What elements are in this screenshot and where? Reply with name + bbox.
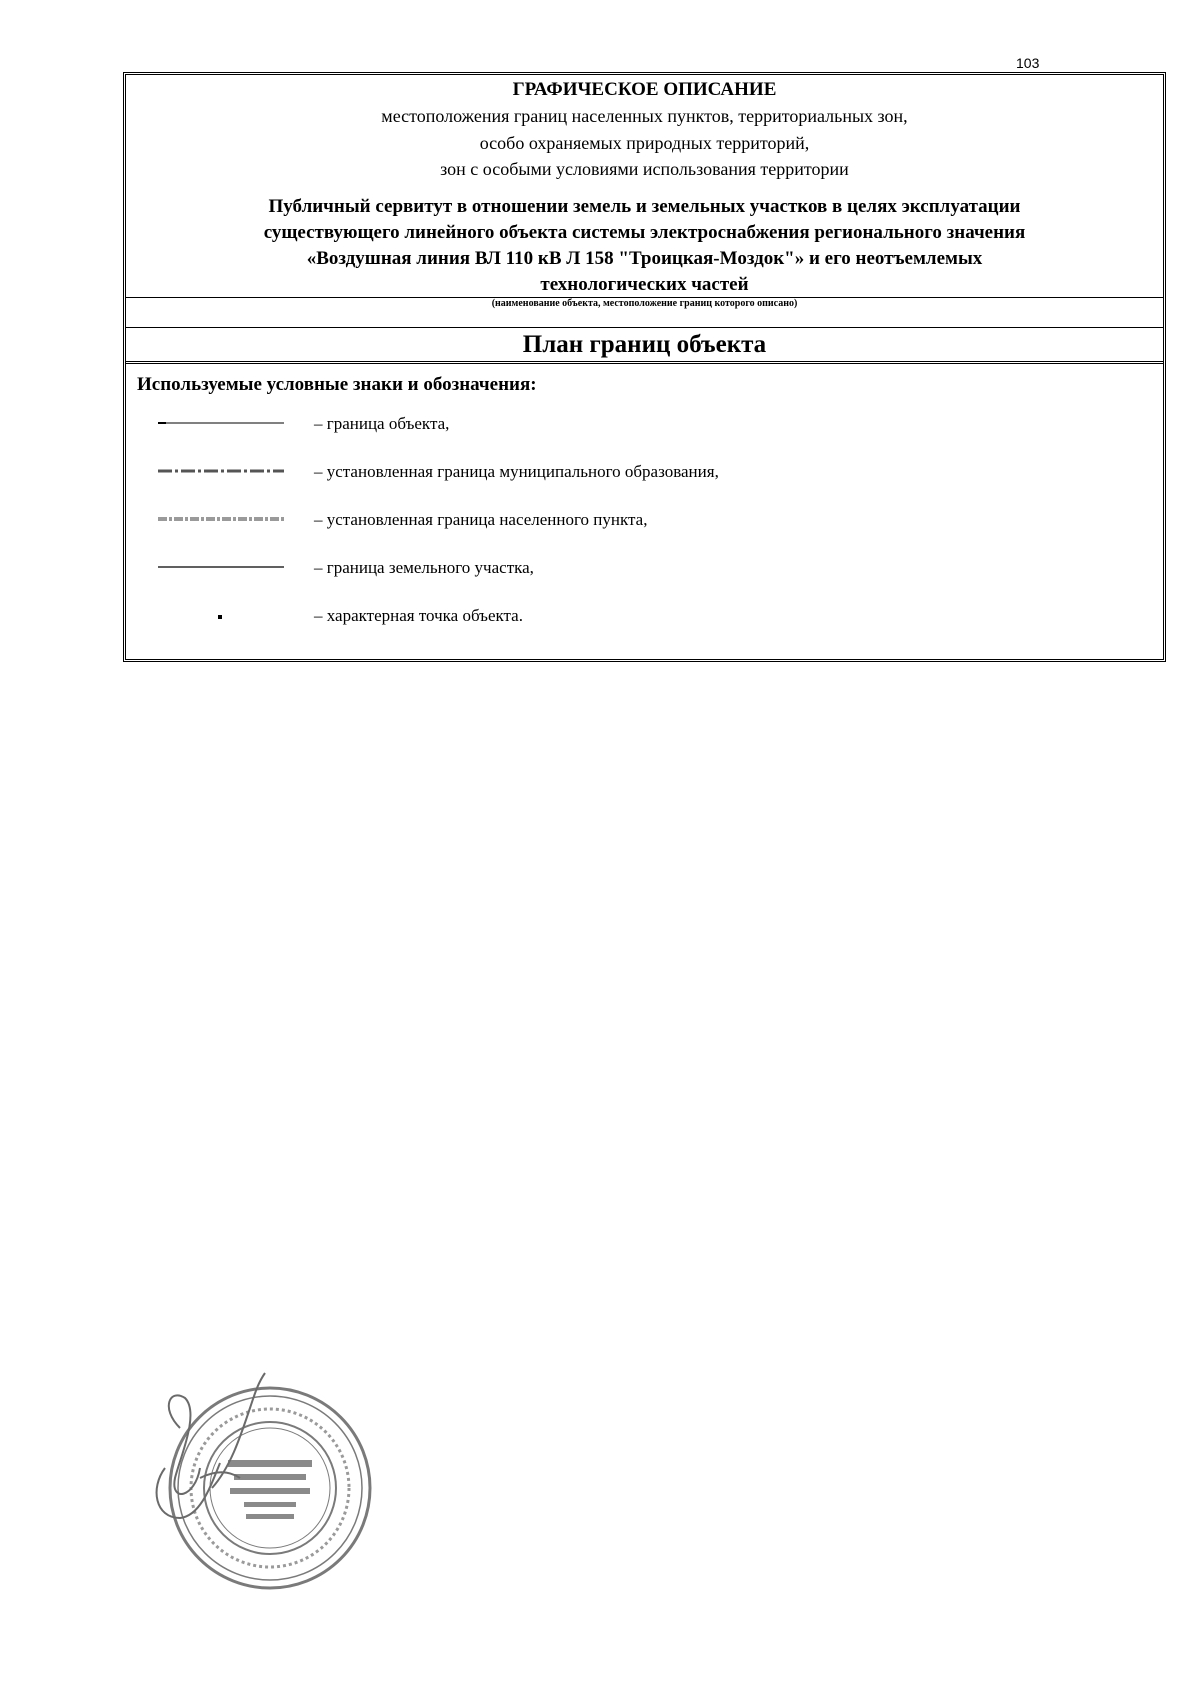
subtitle-line: зон с особыми условиями использования территории (440, 159, 849, 179)
legend-label: – установленная граница населенного пункта, (314, 510, 648, 529)
subtitle-line: местоположения границ населенных пунктов, территориальных зон, (381, 106, 908, 126)
object-name-line: технологических частей (540, 274, 749, 295)
legend-label: – граница объекта, (314, 414, 450, 433)
legend-heading: Используемые условные знаки и обозначения: (137, 374, 537, 395)
document-title: ГРАФИЧЕСКОЕ ОПИСАНИЕ (512, 79, 777, 100)
page-number: 103 (1016, 55, 1040, 71)
object-name-line: существующего линейного объекта системы электроснабжения регионального значения (263, 222, 1026, 243)
land-plot-boundary-symbol (158, 555, 284, 575)
document-frame (123, 72, 1166, 662)
object-name-line: «Воздушная линия ВЛ 110 кВ Л 158 "Троицкая-Моздок"» и его неотъемлемых (306, 248, 983, 269)
legend-label: – граница земельного участка, (314, 558, 534, 577)
legend-item-settlement-boundary (126, 507, 1163, 537)
seal-stamp (140, 1368, 400, 1608)
legend-item-characteristic-point (126, 603, 1163, 633)
legend-label: – установленная граница муниципального образования, (314, 462, 719, 481)
object-name-line: Публичный сервитут в отношении земель и земельных участков в целях эксплуатации (268, 196, 1021, 217)
object-boundary-symbol (158, 411, 284, 431)
settlement-boundary-symbol (158, 507, 284, 527)
object-name (166, 194, 1123, 298)
object-name-caption: (наименование объекта, местоположение границ которого описано) (491, 298, 798, 309)
legend-label: – характерная точка объекта. (314, 606, 523, 625)
plan-heading: План границ объекта (522, 331, 767, 358)
legend-item-municipal-boundary (126, 459, 1163, 489)
legend-item-land-plot-boundary (126, 555, 1163, 585)
divider (126, 361, 1163, 364)
municipal-boundary-symbol (158, 459, 284, 479)
characteristic-point-symbol (158, 603, 284, 623)
legend-item-object-boundary (126, 411, 1163, 441)
subtitle-line: особо охраняемых природных территорий, (479, 133, 810, 153)
